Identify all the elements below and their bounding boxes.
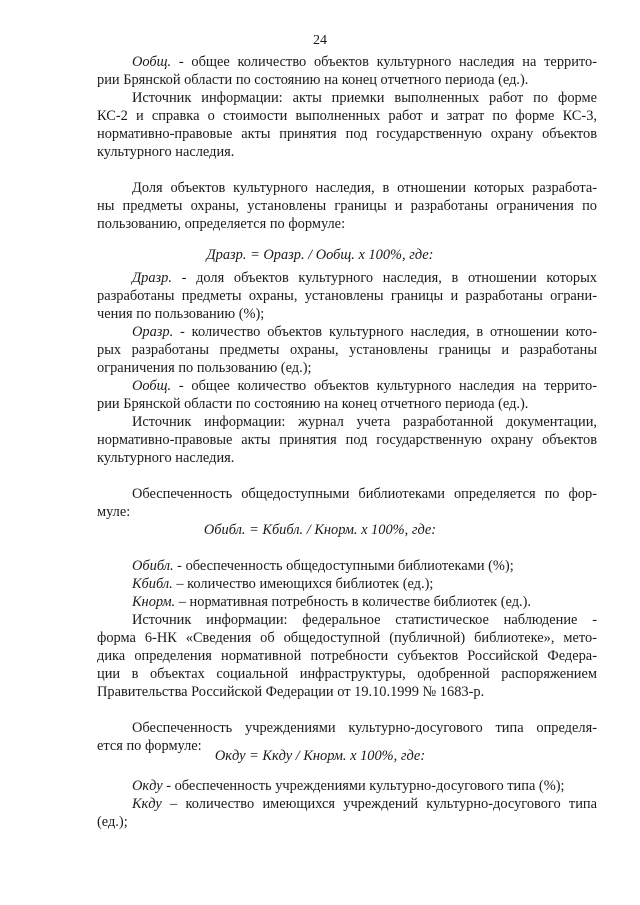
line-text: нормативно-правовые акты принятия под государственную охрану объектов [97, 432, 597, 448]
line-text: форма 6-НК «Сведения об общедоступной (публичной) библиотеке», мето- [97, 630, 597, 646]
line-text: - доля объектов культурного наследия, в отношении которых [171, 270, 597, 286]
variable-term: Oобщ. [132, 378, 172, 394]
line-text: Правительства Российской Федерации от 19.10.1999 № 1683-р. [97, 684, 485, 700]
line-text: культурного наследия. [97, 144, 235, 160]
text-line [97, 215, 597, 233]
text-line [97, 143, 597, 161]
variable-term: Oбибл. [132, 558, 174, 574]
text-line [132, 269, 597, 287]
line-text: - обеспеченность общедоступными библиотеками (%); [173, 558, 514, 574]
text-line [132, 413, 597, 431]
line-text: Обеспеченность учреждениями культурно-досугового типа определя- [132, 720, 597, 736]
text-line [132, 53, 597, 71]
line-text: чения по пользованию (%); [97, 306, 265, 322]
variable-term: Ккду [132, 796, 162, 812]
line-text: – количество имеющихся библиотек (ед.); [172, 576, 434, 592]
line-text: пользованию, определяется по формуле: [97, 216, 346, 232]
text-line [132, 777, 597, 795]
text-line [97, 431, 597, 449]
text-line [97, 197, 597, 215]
line-text: ции в объектах социальной инфраструктуры, одобренной распоряжением [97, 666, 597, 682]
variable-term: Окду [132, 778, 163, 794]
line-text: разработаны предметы охраны, установлены границы и разработаны ограни- [97, 288, 597, 304]
line-text: культурного наследия. [97, 450, 235, 466]
text-line [97, 341, 597, 359]
text-line [97, 647, 597, 665]
text-line [97, 107, 597, 125]
formula: Дразр. = Оразр. / Oобщ. х 100%, где: [206, 247, 434, 263]
line-text: Источник информации: федеральное статистическое наблюдение - [132, 612, 597, 628]
line-text: КС-2 и справка о стоимости выполненных работ и затрат по форме КС-3, [97, 108, 597, 124]
formula: Окду = Ккду / Кнорм. х 100%, где: [214, 748, 426, 764]
text-line [132, 593, 597, 611]
variable-term: Дразр. [132, 270, 172, 286]
text-line [97, 665, 597, 683]
line-text: рии Брянской области по состоянию на конец отчетного периода (ед.). [97, 72, 529, 88]
text-line [97, 305, 597, 323]
variable-term: Oобщ. [132, 54, 172, 70]
line-text: рии Брянской области по состоянию на конец отчетного периода (ед.). [97, 396, 529, 412]
line-text: - общее количество объектов культурного наследия на террито- [171, 54, 597, 70]
text-line [132, 179, 597, 197]
page-number: 24 [313, 33, 327, 48]
line-text: - обеспеченность учреждениями культурно-досугового типа (%); [162, 778, 565, 794]
text-line [132, 323, 597, 341]
text-line [97, 629, 597, 647]
line-text: Источник информации: акты приемки выполненных работ по форме [132, 90, 597, 106]
text-line [132, 557, 597, 575]
line-text: (ед.); [97, 814, 128, 830]
text-line [132, 575, 597, 593]
text-line [97, 125, 597, 143]
line-text: рых разработаны предметы охраны, установлены границы и разработаны [97, 342, 597, 358]
line-text: - общее количество объектов культурного наследия на террито- [171, 378, 597, 394]
text-line [97, 359, 597, 377]
line-text: - количество объектов культурного наследия, в отношении кото- [173, 324, 597, 340]
variable-term: Оразр. [132, 324, 174, 340]
line-text: – нормативная потребность в количестве библиотек (ед.). [175, 594, 532, 610]
variable-term: Кбибл. [132, 576, 173, 592]
line-text: дика определения нормативной потребности субъектов Российской Федера- [97, 648, 597, 664]
line-text: Источник информации: журнал учета разработанной документации, [132, 414, 597, 430]
text-line [132, 377, 597, 395]
line-text: ны предметы охраны, установлены границы и разработаны ограничения по [97, 198, 597, 214]
text-line [97, 813, 597, 831]
line-text: Обеспеченность общедоступными библиотеками определяется по фор- [132, 486, 597, 502]
text-line [132, 719, 597, 737]
formula: Oбибл. = Кбибл. / Кнорм. х 100%, где: [203, 522, 437, 538]
text-line [97, 503, 597, 521]
text-line [132, 89, 597, 107]
line-text: муле: [97, 504, 131, 520]
line-text: ется по формуле: [97, 738, 202, 754]
line-text: нормативно-правовые акты принятия под государственную охрану объектов [97, 126, 597, 142]
text-line [97, 683, 597, 701]
variable-term: Кнорм. [132, 594, 176, 610]
text-line [132, 795, 597, 813]
text-line [97, 395, 597, 413]
line-text: – количество имеющихся учреждений культурно-досугового типа [161, 796, 597, 812]
line-text: ограничения по пользованию (ед.); [97, 360, 312, 376]
text-line [132, 485, 597, 503]
line-text: Доля объектов культурного наследия, в отношении которых разработа- [132, 180, 597, 196]
text-line [97, 71, 597, 89]
text-line [97, 287, 597, 305]
text-line [132, 611, 597, 629]
text-line [97, 449, 597, 467]
